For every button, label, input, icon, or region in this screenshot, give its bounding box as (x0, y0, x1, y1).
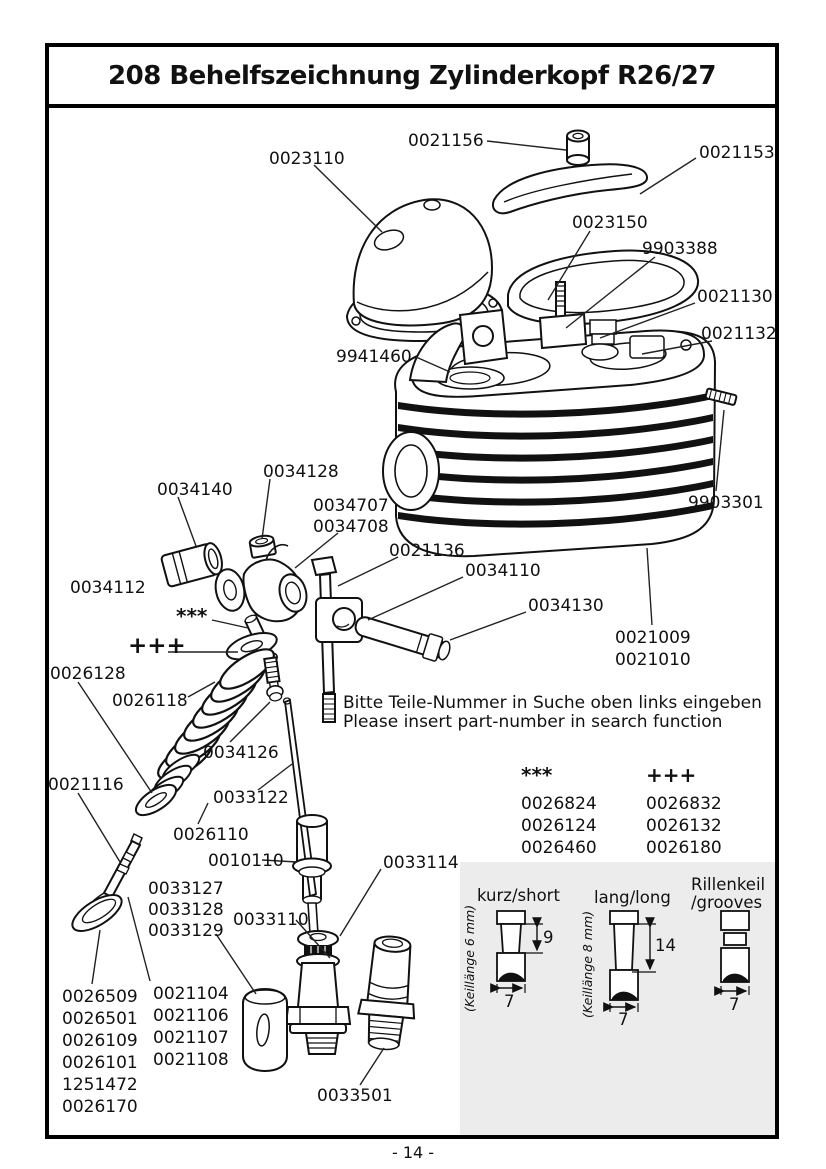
part-label-pushrod: 0033122 (213, 788, 289, 808)
part-label-group-tappet-cover (148, 879, 224, 942)
part-number: 0021104 (153, 984, 229, 1004)
plus-symbol: +++ (646, 763, 697, 787)
part-number: 0033128 (148, 900, 224, 920)
part-label-hex-nut: 0034128 (263, 462, 339, 482)
part-number: 0026460 (521, 838, 597, 858)
legend-short-note: (Keillänge 6 mm) (462, 904, 477, 1012)
page-number: - 14 - (391, 1143, 435, 1162)
part-number: 0021108 (153, 1050, 229, 1070)
legend-grooved-title-2: /grooves (691, 893, 763, 912)
part-label-rocker-shaft: 0034130 (528, 596, 604, 616)
legend-short-width-dim: 7 (504, 992, 515, 1011)
part-number: 0021106 (153, 1006, 229, 1026)
part-label-group-valve-variants (62, 986, 138, 1118)
search-note (343, 694, 762, 732)
part-label-valve-spring: 0026118 (112, 691, 188, 711)
part-label-spring-washers: 0026110 (173, 825, 249, 845)
legend-long-note: (Keillänge 8 mm) (580, 910, 595, 1018)
part-label-cap-nut: 0021156 (408, 131, 484, 151)
part-number: 0026509 (62, 987, 138, 1007)
legend-short-length-dim: 9 (543, 928, 554, 947)
stars-mark-label: *** (176, 604, 208, 628)
part-number: 0026132 (646, 816, 722, 836)
part-number: 0026124 (521, 816, 597, 836)
part-label-tappet-rod: 0033114 (383, 853, 459, 873)
search-note-de: Bitte Teile-Nummer in Suche oben links eingeben (343, 693, 762, 713)
part-number: 0026170 (62, 1097, 138, 1117)
legend-long-title: lang/long (594, 888, 671, 907)
part-label-head-gasket: 0023150 (572, 213, 648, 233)
part-label-rocker-item-b: 0021132 (701, 324, 777, 344)
part-label-rocker-arm-b: 0034708 (313, 517, 389, 537)
part-label-rocker-item-a: 0021130 (697, 287, 773, 307)
reference-list-plus (646, 764, 722, 859)
part-label-threaded-pin: 9903301 (688, 493, 764, 513)
part-label-stud-short: 0034126 (203, 743, 279, 763)
part-label-valve-cover: 0023110 (269, 149, 345, 169)
part-label-valve-guide: 0033110 (233, 910, 309, 930)
page-frame (45, 43, 779, 1139)
part-number: 0021010 (615, 650, 691, 670)
part-number: 0021009 (615, 628, 691, 648)
part-label-valve-seal: 0026128 (50, 664, 126, 684)
part-label-stud-long: 9903388 (642, 239, 718, 259)
part-label-pushrod-tube: 0010110 (208, 851, 284, 871)
part-label-spark-plug: 0033501 (317, 1086, 393, 1106)
part-number: 0026109 (62, 1031, 138, 1051)
legend-grooved-title-1: Rillenkeil (691, 875, 766, 894)
part-label-thrust-washer: 0034112 (70, 578, 146, 598)
legend-grooved-width-dim: 7 (729, 995, 740, 1014)
legend-long-width-dim: 7 (618, 1010, 629, 1029)
part-number: 0026180 (646, 838, 722, 858)
part-label-rocker-block: 0034110 (465, 561, 541, 581)
part-number: 1251472 (62, 1075, 138, 1095)
part-number: 0026824 (521, 794, 597, 814)
part-label-rocker-arm-a: 0034707 (313, 496, 389, 516)
part-label-adjusting-screw: 0021136 (389, 541, 465, 561)
part-label-group-cylinder-head (615, 627, 691, 671)
part-number: 0026101 (62, 1053, 138, 1073)
part-number: 0033127 (148, 879, 224, 899)
legend-short-title: kurz/short (477, 886, 560, 905)
title-bar (49, 47, 775, 108)
part-number: 0021107 (153, 1028, 229, 1048)
part-label-cover-strap: 0021153 (699, 143, 775, 163)
search-note-en: Please insert part-number in search function (343, 712, 723, 732)
part-label-group-guide-variants (153, 983, 229, 1071)
reference-list-stars (521, 764, 597, 859)
part-label-bushing: 0034140 (157, 480, 233, 500)
stars-symbol: *** (521, 763, 553, 787)
part-number: 0026832 (646, 794, 722, 814)
part-label-rocker-assembly: 9941460 (336, 347, 412, 367)
part-label-valve: 0021116 (48, 775, 124, 795)
page-title: 208 Behelfszeichnung Zylinderkopf R26/27 (108, 60, 716, 91)
plus-mark-label: +++ (128, 633, 186, 659)
legend-long-length-dim: 14 (655, 936, 676, 955)
part-number: 0033129 (148, 921, 224, 941)
part-number: 0026501 (62, 1009, 138, 1029)
